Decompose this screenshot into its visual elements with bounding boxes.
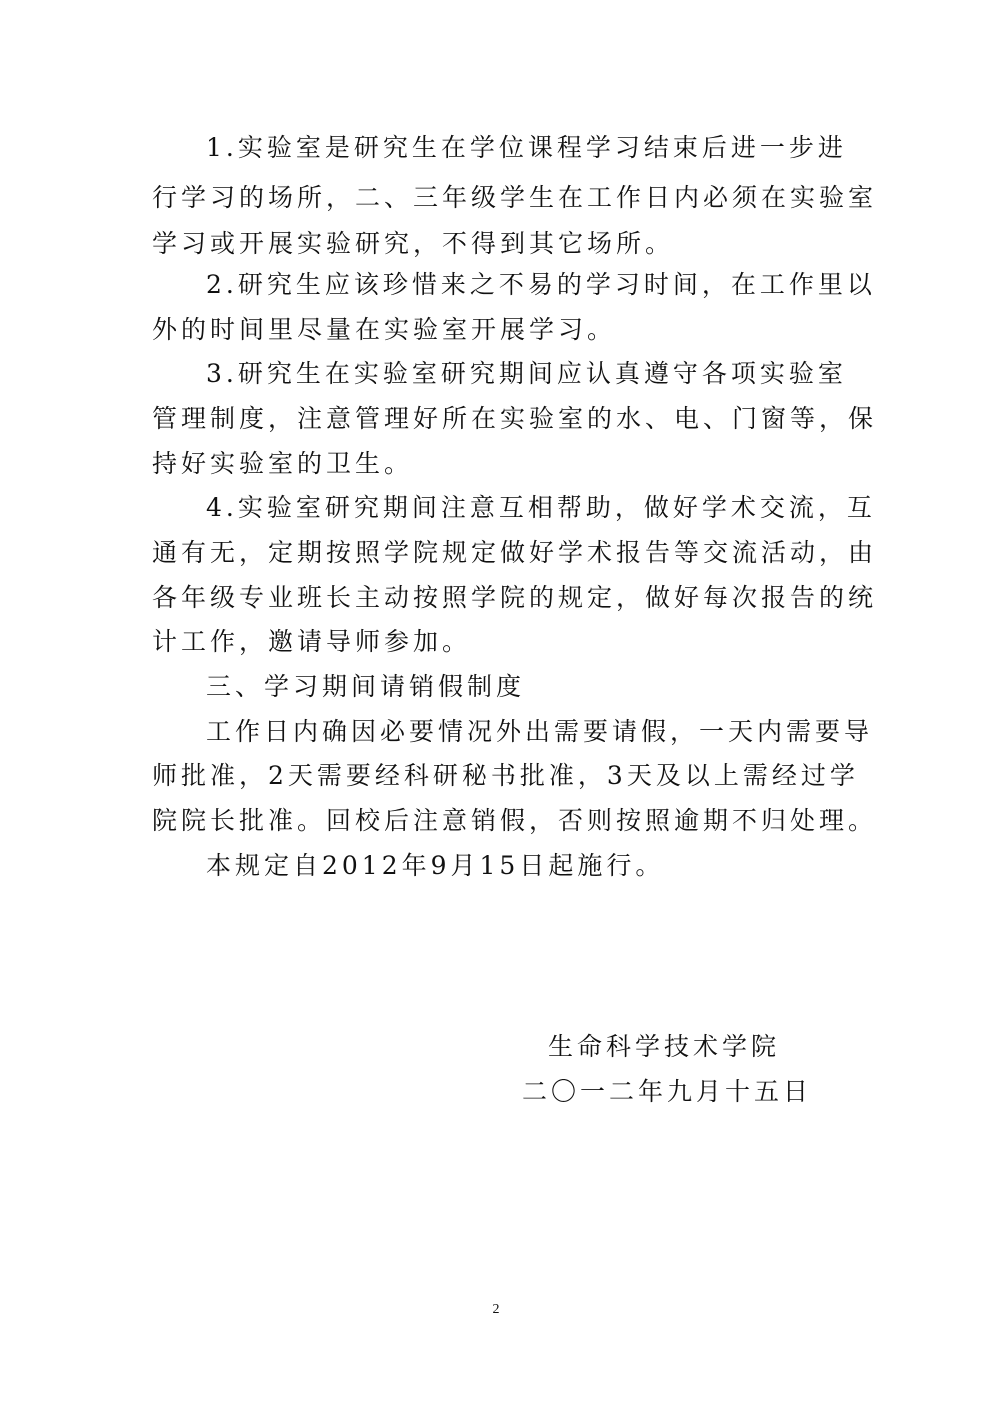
page-number: 2 xyxy=(492,1302,500,1317)
signature-date: 二〇一二年九月十五日 xyxy=(522,1077,813,1106)
paragraph-3-line-1: 3.研究生在实验室研究期间应认真遵守各项实验室 xyxy=(206,359,847,388)
paragraph-5-line-1: 工作日内确因必要情况外出需要请假，一天内需要导 xyxy=(206,717,874,746)
paragraph-4-line-3: 各年级专业班长主动按照学院的规定，做好每次报告的统 xyxy=(152,583,878,612)
signature-organization: 生命科学技术学院 xyxy=(548,1032,781,1061)
paragraph-3-line-2: 管理制度，注意管理好所在实验室的水、电、门窗等，保 xyxy=(152,404,878,433)
effective-date-line: 本规定自2012年9月15日起施行。 xyxy=(206,851,665,880)
paragraph-2-line-2: 外的时间里尽量在实验室开展学习。 xyxy=(152,315,617,344)
paragraph-3-line-3: 持好实验室的卫生。 xyxy=(152,449,414,478)
paragraph-1-line-1: 1.实验室是研究生在学位课程学习结束后进一步进 xyxy=(206,133,847,162)
paragraph-1-line-3: 学习或开展实验研究，不得到其它场所。 xyxy=(152,229,675,258)
paragraph-4-line-2: 通有无，定期按照学院规定做好学术报告等交流活动，由 xyxy=(152,538,878,567)
paragraph-5-line-3: 院院长批准。回校后注意销假，否则按照逾期不归处理。 xyxy=(152,806,878,835)
paragraph-5-line-2: 师批准，2天需要经科研秘书批准，3天及以上需经过学 xyxy=(152,761,859,790)
paragraph-2-line-1: 2.研究生应该珍惜来之不易的学习时间，在工作里以 xyxy=(206,270,876,299)
section-heading: 三、学习期间请销假制度 xyxy=(206,672,526,701)
paragraph-4-line-4: 计工作，邀请导师参加。 xyxy=(152,627,472,656)
paragraph-1-line-2: 行学习的场所，二、三年级学生在工作日内必须在实验室 xyxy=(152,183,878,212)
paragraph-4-line-1: 4.实验室研究期间注意互相帮助，做好学术交流，互 xyxy=(206,493,876,522)
